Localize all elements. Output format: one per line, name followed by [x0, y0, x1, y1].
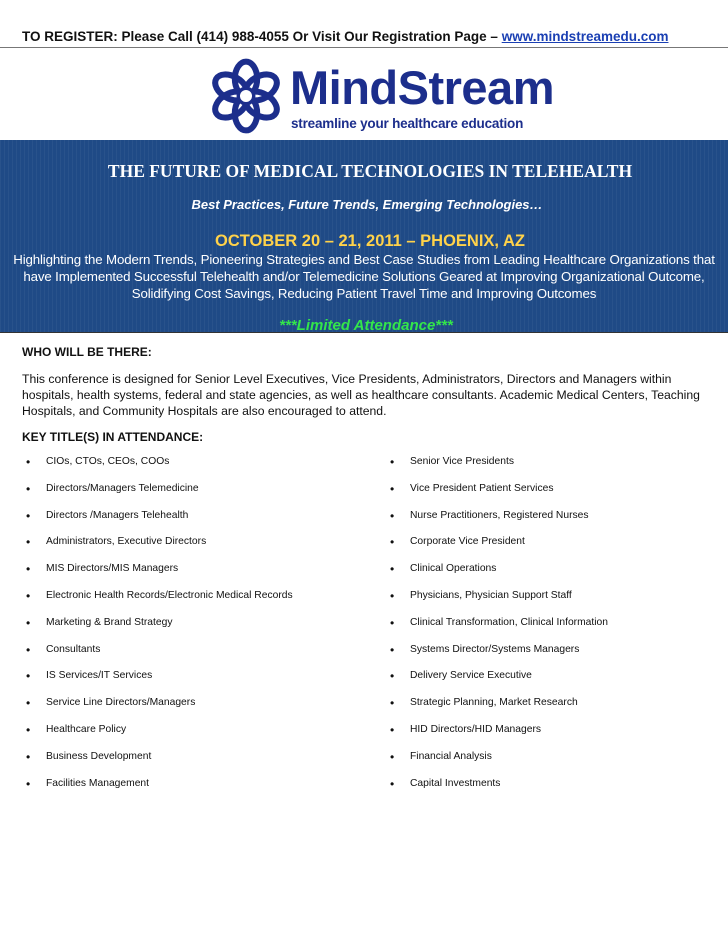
title-label: Clinical Transformation, Clinical Information: [410, 616, 609, 628]
title-label: Healthcare Policy: [46, 724, 127, 735]
title-label: IS Services/IT Services: [46, 670, 153, 682]
titles-heading: KEY TITLE(S) IN ATTENDANCE:: [22, 430, 204, 444]
title-label: Corporate Vice President: [410, 536, 525, 548]
registration-text: TO REGISTER: Please Call (414) 988-4055 Or Visit Our Registration Page –: [22, 29, 502, 44]
bullet-icon: •: [26, 723, 31, 737]
bullet-icon: •: [26, 589, 31, 603]
bullet-icon: •: [26, 535, 31, 550]
title-label: Physicians, Physician Support Staff: [410, 590, 572, 601]
event-description: [0, 251, 728, 302]
logo-area: [0, 47, 728, 141]
bullet-icon: •: [390, 589, 395, 603]
title-label: CIOs, CTOs, CEOs, COOs: [46, 456, 170, 467]
title-label: Systems Director/Systems Managers: [410, 643, 580, 655]
bullet-icon: •: [390, 481, 395, 496]
bullet-icon: •: [390, 749, 395, 764]
limited-attendance: ***Limited Attendance***: [279, 317, 453, 334]
bullet-icon: •: [26, 669, 31, 684]
who-line: This conference is designed for Senior Level Executives, Vice Presidents, Administrators, Directors and Managers within: [22, 372, 672, 386]
title-label: Directors /Managers Telehealth: [46, 509, 189, 521]
title-label: Delivery Service Executive: [410, 670, 532, 682]
event-subtitle: Best Practices, Future Trends, Emerging Technologies…: [191, 197, 543, 212]
bullet-icon: •: [390, 723, 395, 737]
bullet-icon: •: [390, 669, 395, 684]
bullet-icon: •: [390, 455, 395, 469]
title-label: Vice President Patient Services: [410, 482, 554, 494]
bullet-icon: •: [26, 508, 31, 523]
title-label: Directors/Managers Telemedicine: [46, 482, 199, 494]
title-label: Financial Analysis: [410, 750, 492, 762]
bullet-icon: •: [26, 615, 31, 630]
title-label: MIS Directors/MIS Managers: [46, 563, 179, 575]
event-title: THE FUTURE OF MEDICAL TECHNOLOGIES IN TELEHEALTH: [107, 161, 633, 181]
who-line: Hospitals, and Community Hospitals are also encouraged to attend.: [22, 404, 387, 419]
bullet-icon: •: [390, 508, 395, 523]
bullet-icon: •: [390, 562, 395, 577]
bullet-icon: •: [26, 696, 31, 711]
brand-tagline: streamline your healthcare education: [291, 116, 524, 131]
title-label: HID Directors/HID Managers: [410, 724, 542, 735]
who-paragraph: [22, 371, 712, 420]
bullet-icon: •: [390, 642, 395, 657]
title-label: Strategic Planning, Market Research: [410, 697, 578, 709]
bullet-icon: •: [390, 615, 395, 630]
mindstream-logo-icon: [203, 53, 289, 139]
event-date-location: OCTOBER 20 – 21, 2011 – PHOENIX, AZ: [215, 232, 525, 250]
registration-line: [22, 29, 668, 44]
who-heading: WHO WILL BE THERE:: [22, 345, 152, 359]
who-line: hospitals, health systems, federal and state agencies, as well as healthcare consultants. Academic Medical Centers, Teaching: [22, 388, 700, 403]
title-label: Business Development: [46, 750, 152, 762]
title-label: Marketing & Brand Strategy: [46, 616, 173, 628]
bullet-icon: •: [26, 562, 31, 577]
brand-name: MindStream: [290, 61, 554, 114]
title-label: Facilities Management: [46, 777, 150, 789]
title-label: Senior Vice Presidents: [410, 456, 514, 467]
description-line: Solidifying Cost Savings, Reducing Patient Travel Time and Improving Outcomes: [131, 286, 597, 301]
description-line: have Implemented Successful Telehealth and/or Telemedicine Solutions Geared at Improving Organizational Outcome,: [23, 269, 705, 284]
title-label: Administrators, Executive Directors: [46, 536, 207, 548]
event-banner: [0, 140, 728, 333]
bullet-icon: •: [26, 776, 31, 791]
title-label: Clinical Operations: [410, 563, 497, 575]
bullet-icon: •: [26, 642, 31, 657]
title-label: Service Line Directors/Managers: [46, 697, 196, 709]
bullet-icon: •: [390, 776, 395, 791]
bullet-icon: •: [26, 455, 31, 469]
bullet-icon: •: [390, 696, 395, 711]
bullet-icon: •: [26, 481, 31, 496]
title-label: Nurse Practitioners, Registered Nurses: [410, 509, 589, 521]
title-label: Electronic Health Records/Electronic Medical Records: [46, 590, 293, 601]
registration-link[interactable]: www.mindstreamedu.com: [501, 29, 669, 44]
title-label: Consultants: [46, 643, 101, 655]
bullet-icon: •: [26, 749, 31, 764]
bullet-icon: •: [390, 535, 395, 550]
title-label: Capital Investments: [410, 777, 501, 789]
description-line: Highlighting the Modern Trends, Pioneering Strategies and Best Case Studies from Leading Healthcare Organizations that: [13, 252, 715, 267]
